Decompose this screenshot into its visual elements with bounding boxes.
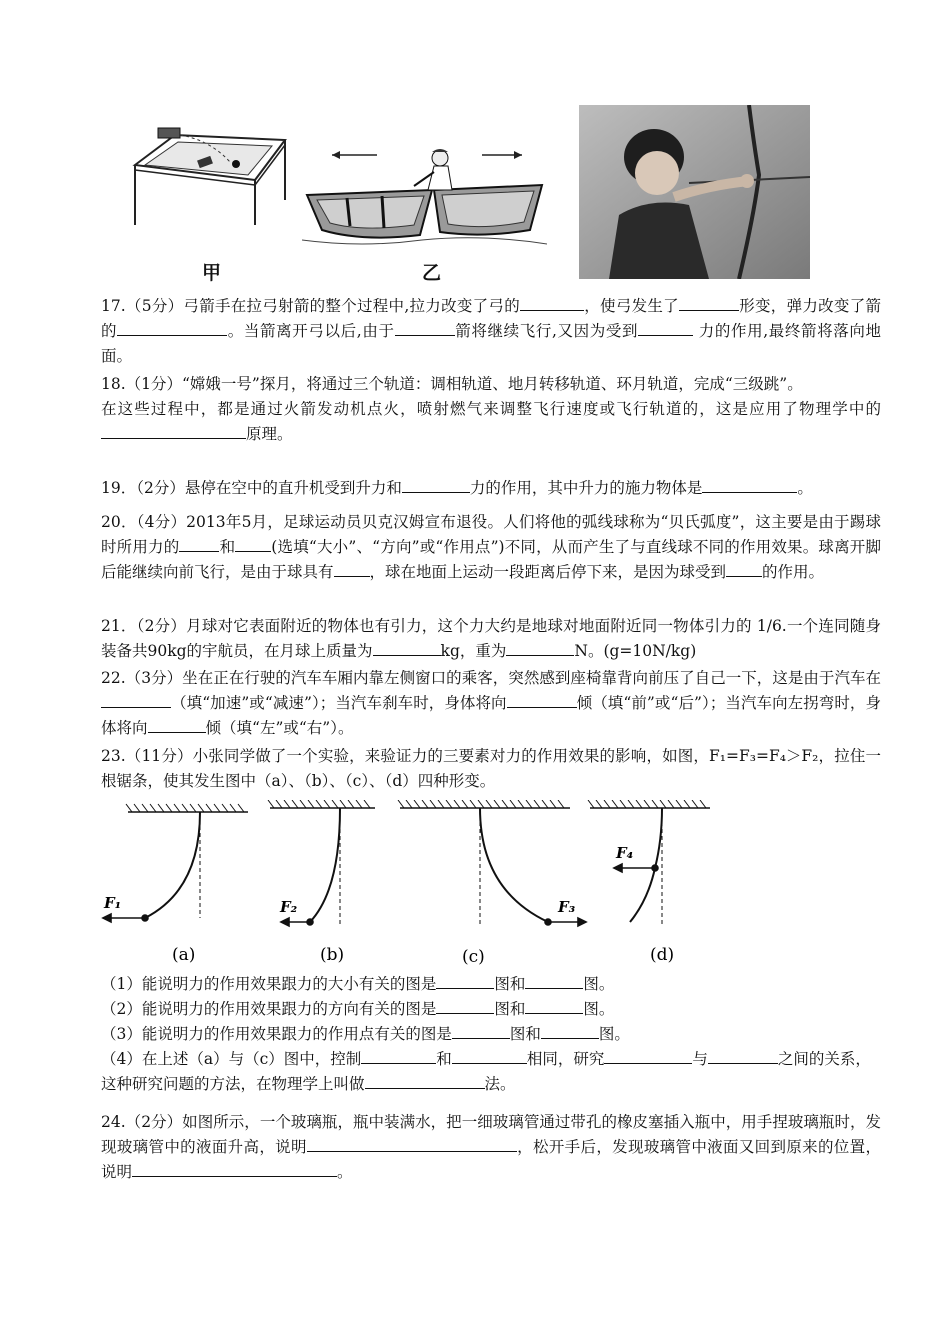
top-figures	[0, 100, 950, 290]
panel-a	[103, 804, 248, 922]
q20-text: (选填“大小”、“方向”或“作用点”)不同，从而产生了与直线球不同的作用效果。球离开脚后能继续向前飞行，是由于球具有	[101, 538, 881, 581]
q21-blank-1[interactable]	[373, 640, 441, 656]
q23-sub3-blank-1[interactable]	[452, 1023, 510, 1039]
q23-sub4-text: 与	[692, 1050, 708, 1068]
q23-sub3-text: 图。	[598, 1025, 630, 1043]
question-17	[101, 294, 881, 369]
q23-sub2-text: （2）能说明力的作用效果跟力的方向有关的图是	[101, 1000, 437, 1018]
q17-text: 形变，弹力改变了箭的	[101, 297, 881, 340]
q19-blank-1[interactable]	[402, 477, 470, 493]
q23-sub1-text: （1）能说明力的作用效果跟力的大小有关的图是	[101, 975, 437, 993]
panel-label-d: (d)	[650, 945, 675, 965]
force-label-f3: F₃	[558, 898, 576, 916]
q22-text: 倾（填“前”或“后”）；当汽车向左拐弯时，身体将向	[101, 694, 881, 737]
q23-sub4-blank-1[interactable]	[361, 1048, 436, 1064]
q20-text: 20．（4分）2013年5月，足球运动员贝克汉姆宣布退役。人们将他的弧线球称为“贝氏弧度”，这主要是由于踢球时所用力的	[101, 513, 881, 556]
q17-blank-4[interactable]	[395, 320, 455, 336]
q22-blank-3[interactable]	[148, 717, 206, 733]
q23-sub2-blank-2[interactable]	[525, 998, 583, 1014]
archer-photo	[579, 105, 810, 279]
q19-text: 力的作用，其中升力的施力物体是	[469, 479, 703, 497]
panel-d	[588, 800, 710, 925]
q23-sub4-text: 法。	[484, 1075, 516, 1093]
q23-sub4-blank-3[interactable]	[604, 1048, 692, 1064]
question-19	[101, 476, 881, 501]
force-label-f4: F₄	[616, 844, 634, 862]
figure-label-yi: 乙	[422, 262, 442, 284]
q23-sub4-blank-5[interactable]	[365, 1073, 485, 1089]
q23-sub1-text: 图。	[583, 975, 615, 993]
question-23-subparts	[101, 972, 881, 1097]
q23-sub2-blank-1[interactable]	[436, 998, 494, 1014]
figure-yi-boats	[302, 140, 547, 250]
q24-text: ，松开手后，发现玻璃管中液面又回到原来的位置，说明	[101, 1138, 881, 1181]
q24-text: 。	[337, 1163, 353, 1181]
q23-sub4-text: 相同，研究	[526, 1050, 605, 1068]
q23-text: 23.（11分）小张同学做了一个实验，来验证力的三要素对力的作用效果的影响，如图，F₁=F₃=F₄＞F₂，拉住一根锯条，使其发生图中（a）、（b）、（c）、（d）四种形变。	[101, 747, 881, 790]
q23-sub4-blank-2[interactable]	[452, 1048, 527, 1064]
q17-blank-3[interactable]	[117, 320, 227, 336]
q23-sub3-blank-2[interactable]	[541, 1023, 599, 1039]
q23-sub2-text: 图。	[583, 1000, 615, 1018]
q20-blank-1[interactable]	[179, 536, 219, 552]
q21-text: kg，重为	[440, 642, 507, 660]
q17-blank-2[interactable]	[679, 295, 739, 311]
q20-blank-2[interactable]	[235, 536, 271, 552]
panel-label-b: (b)	[320, 945, 345, 965]
q17-blank-5[interactable]	[638, 320, 693, 336]
q21-blank-2[interactable]	[506, 640, 574, 656]
panel-label-c: (c)	[462, 947, 485, 967]
q23-sub4-blank-4[interactable]	[708, 1048, 778, 1064]
figure-jia-table	[130, 120, 290, 230]
q23-sub3-text: 图和	[509, 1025, 541, 1043]
q17-text: 箭将继续飞行,又因为受到	[454, 322, 639, 340]
question-21	[101, 614, 881, 664]
q23-sub1-blank-1[interactable]	[436, 973, 494, 989]
q17-text: 力的作用,最终箭将落向地面。	[101, 322, 881, 365]
q18-text-1: 18.（1分）“嫦娥一号”探月，将通过三个轨道：调相轨道、地月转移轨道、环月轨道，完成“三级跳”。	[101, 375, 803, 393]
q17-blank-1[interactable]	[520, 295, 584, 311]
question-22	[101, 666, 881, 741]
q24-blank-2[interactable]	[132, 1161, 337, 1177]
q22-blank-2[interactable]	[507, 692, 577, 708]
q23-sub4-text: （4）在上述（a）与（c）图中，控制	[101, 1050, 362, 1068]
q20-text: 和	[219, 538, 236, 556]
q18-text-2: 在这些过程中，都是通过火箭发动机点火，喷射燃气来调整飞行速度或飞行轨道的，这是应用了物理学中的	[101, 400, 881, 418]
q21-text: 21．（2分）月球对它表面附近的物体也有引力，这个力大约是地球对地面附近同一物体引力的 1/6.一个连同随身装备共90kg的宇航员，在月球上质量为	[101, 617, 881, 660]
q18-text-3: 原理。	[246, 425, 293, 443]
q24-blank-1[interactable]	[307, 1136, 517, 1152]
question-18	[101, 372, 881, 447]
question-20	[101, 510, 881, 585]
q20-blank-4[interactable]	[726, 561, 762, 577]
q20-text: 的作用。	[762, 563, 825, 581]
q20-text: ，球在地面上运动一段距离后停下来，是因为球受到	[369, 563, 727, 581]
question-24	[101, 1110, 881, 1185]
force-label-f2: F₂	[280, 898, 298, 916]
q19-blank-2[interactable]	[702, 477, 797, 493]
q17-text: 。当箭离开弓以后,由于	[227, 322, 395, 340]
force-label-f1: F₁	[104, 894, 122, 912]
q22-text: 22.（3分）坐在正在行驶的汽车车厢内靠左侧窗口的乘客，突然感到座椅靠背向前压了自己一下，这是由于汽车在	[101, 669, 881, 687]
q19-text: 。	[797, 479, 813, 497]
question-23	[101, 744, 881, 794]
q22-text: （填“加速”或“减速”）；当汽车刹车时，身体将向	[171, 694, 507, 712]
q20-blank-3[interactable]	[334, 561, 370, 577]
q18-blank[interactable]	[101, 423, 246, 439]
q22-text: 倾（填“左”或“右”）。	[205, 719, 354, 737]
q23-sub4-text: 之间的关系，这种研究问题的方法，在物理学上叫做	[101, 1050, 871, 1093]
q23-sub1-text: 图和	[494, 975, 526, 993]
q23-sub1-blank-2[interactable]	[525, 973, 583, 989]
q23-sub3-text: （3）能说明力的作用效果跟力的作用点有关的图是	[101, 1025, 452, 1043]
saw-blade-figure	[100, 800, 800, 970]
q23-sub4-text: 和	[436, 1050, 452, 1068]
q17-text: ，使弓发生了	[584, 297, 679, 315]
panel-label-a: (a)	[172, 945, 196, 965]
q22-blank-1[interactable]	[101, 692, 171, 708]
q21-text: N。(g=10N/kg)	[574, 642, 697, 660]
figure-label-jia: 甲	[202, 262, 222, 284]
q17-text: 17.（5分）弓箭手在拉弓射箭的整个过程中,拉力改变了弓的	[101, 297, 520, 315]
q19-text: 19．（2分）悬停在空中的直升机受到升力和	[101, 479, 402, 497]
q23-sub2-text: 图和	[494, 1000, 526, 1018]
q24-text: 24.（2分）如图所示，一个玻璃瓶，瓶中装满水，把一细玻璃管通过带孔的橡皮塞插入瓶中，用手捏玻璃瓶时，发现玻璃管中的液面升高，说明	[101, 1113, 881, 1156]
